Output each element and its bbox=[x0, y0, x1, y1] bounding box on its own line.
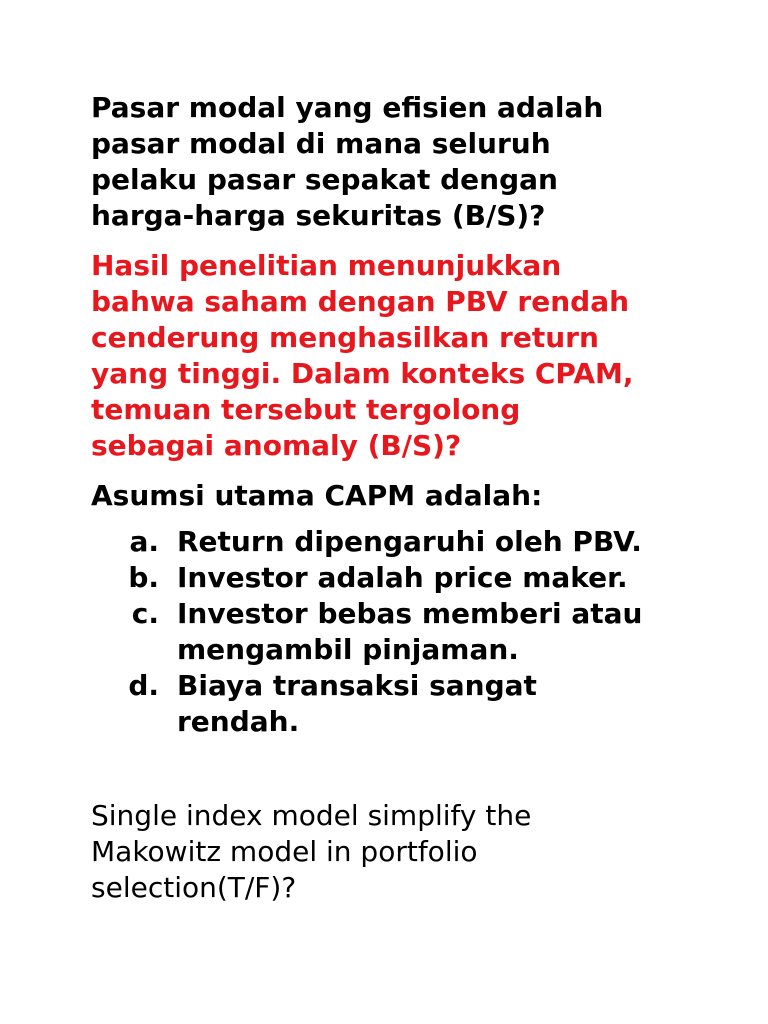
option-text: Investor adalah price maker. bbox=[177, 561, 628, 594]
option-text: Return dipengaruhi oleh PBV. bbox=[177, 525, 642, 558]
question-capm-assumption: Asumsi utama CAPM adalah: bbox=[91, 479, 543, 512]
option-letter: a. bbox=[129, 525, 159, 558]
option-letter: c. bbox=[131, 597, 159, 630]
question-efficient-market: Pasar modal yang efisien adalah pasar modal di mana seluruh pelaku pasar sepakat dengan harga-harga sekuritas (B/S)? bbox=[91, 91, 604, 232]
option-text: Investor bebas memberi atau mengambil pinjaman. bbox=[177, 597, 643, 666]
question-pbv-anomaly: Hasil penelitian menunjukkan bahwa saham dengan PBV rendah cenderung menghasilkan return yang tinggi. Dalam konteks CPAM, temuan tersebut tergolong sebagai anomaly (B/S)? bbox=[91, 249, 634, 462]
answer-option-b bbox=[91, 560, 731, 596]
option-letter: d. bbox=[128, 669, 159, 702]
answer-option-d bbox=[91, 668, 731, 740]
option-letter: b. bbox=[128, 561, 159, 594]
answer-option-a bbox=[91, 524, 731, 560]
answer-option-c bbox=[91, 596, 731, 668]
option-text: Biaya transaksi sangat rendah. bbox=[177, 669, 537, 738]
answer-options-list bbox=[91, 524, 731, 740]
document-content bbox=[91, 90, 731, 920]
question-single-index-model: Single index model simplify the Makowitz model in portfolio selection(T/F)? bbox=[91, 799, 532, 904]
